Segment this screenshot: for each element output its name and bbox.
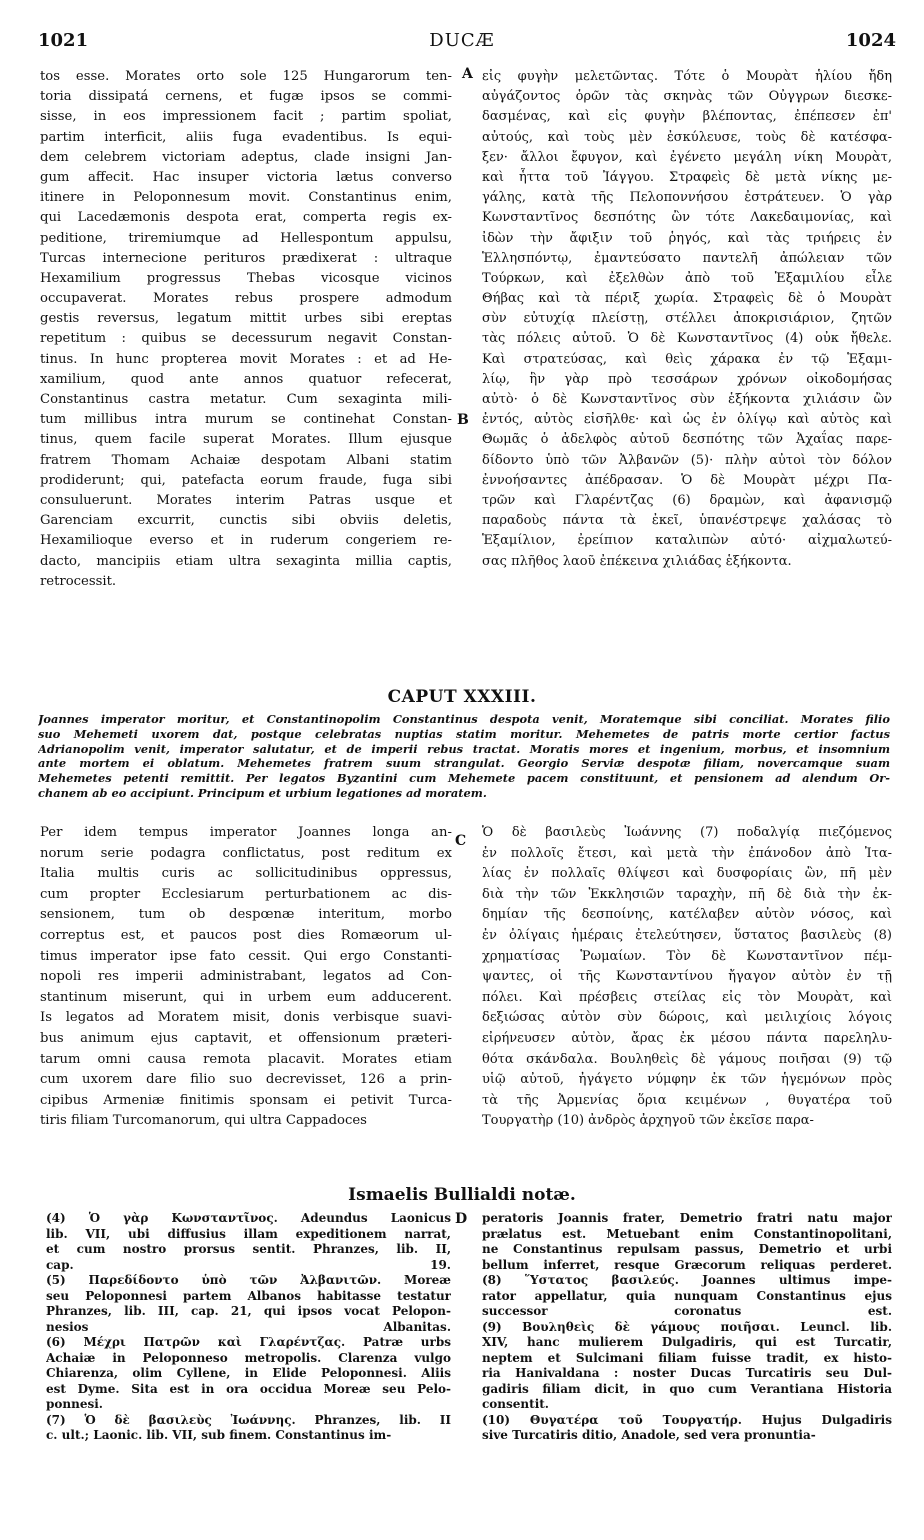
- text-line: tinus, quem facile superat Morates. Illum ejusque: [40, 432, 452, 448]
- text-line: itinere in Peloponnesum movit. Constantinus enim,: [40, 190, 452, 206]
- text-line: suo Mehemeti uxorem dat, postque celebratas nuptias statim moritur. Mehemetes de patris morte certior factus: [38, 726, 890, 741]
- text-line: timus imperator ipse fato cessit. Qui ergo Constanti-: [40, 948, 452, 964]
- text-line: est Dyme. Sita est in ora occidua Moreæ seu Pelo-: [46, 1381, 451, 1396]
- text-line: Θωμᾶς ὁ ἀδελφὸς αὐτοῦ δεσπότης τῶν Ἀχαΐας παρε-: [482, 432, 892, 448]
- text-line: Garenciam excurrit, cunctis sibi obviis deletis,: [40, 513, 452, 529]
- text-line: sive Turcatiris ditio, Anadole, sed vera pronuntia-: [482, 1428, 816, 1442]
- notes-column-right: [482, 1211, 892, 1444]
- text-line: sisse, in eos impressionem facit ; partim spoliat,: [40, 109, 452, 125]
- text-line: gum affecit. Hac insuper victoria lætus converso: [40, 169, 452, 185]
- margin-letter-b: B: [457, 412, 469, 428]
- text-line: διὰ τὴν τῶν Ἐκκλησιῶν ταραχὴν, πῆ δὲ διὰ τὴν ἐκ-: [482, 886, 892, 902]
- text-line: τρῶν καὶ Γλαρέντζας (6) δραμὼν, καὶ ἀφανισμῷ: [482, 492, 892, 508]
- text-line: αὐτὸ· ὁ δὲ Κωνσταντῖνος σὺν ἑξήκοντα χιλιάσιν ὢν: [482, 392, 892, 407]
- text-line: neptem et Sulcimani filiam fuisse tradit, ex histo-: [482, 1350, 892, 1365]
- latin-column-1: [40, 67, 452, 592]
- greek-column-2: [482, 823, 892, 1132]
- text-line: Turcas internecione perituros prædixerat : ultraque: [40, 250, 452, 266]
- text-line: xamilium, quod ante annos quatuor refecerat,: [40, 371, 452, 387]
- text-line: tiris filiam Turcomanorum, qui ultra Cappadoces: [40, 1113, 367, 1129]
- margin-letter-d: D: [455, 1211, 468, 1227]
- text-line: lib. VII, ubi diffusius illam expeditionem narrat,: [46, 1226, 451, 1241]
- text-line: correptus est, et paucos post dies Romæorum ul-: [40, 927, 452, 943]
- text-line: nesios Albanitas.: [46, 1319, 451, 1334]
- text-line: cum uxorem dare filio suo decrevisset, 126 a prin-: [40, 1072, 452, 1088]
- text-line: partim interficit, aliis fuga evadentibus. Is equi-: [40, 129, 452, 145]
- text-line: Adrianopolim venit, imperator salutatur, et de imperii rebus tractat. Moratis mores et ingenium, morbus, et insomnium: [38, 741, 890, 756]
- text-line: λίῳ, ἣν γὰρ πρὸ τεσσάρων χρόνων οἰκοδομήσας: [482, 371, 892, 387]
- chapter-heading: CAPUT XXXIII.: [387, 687, 537, 707]
- text-line: norum serie podagra conflictatus, post reditum ex: [40, 845, 452, 861]
- text-line: seu Peloponnesi partem Albanos habitasse testatur: [46, 1288, 451, 1303]
- text-line: tinus. In hunc propterea movit Morates : et ad He-: [40, 351, 452, 367]
- text-line: c. ult.; Laonic. lib. VII, sub finem. Constantinus im-: [46, 1428, 392, 1442]
- text-line: Per idem tempus imperator Joannes longa an-: [40, 825, 452, 840]
- greek-column-1: [482, 67, 892, 572]
- running-title: DUCÆ: [429, 30, 495, 51]
- text-line: αὐτούς, καὶ τοὺς μὲν ἐσκύλευσε, τοὺς δὲ κατέσφα-: [482, 129, 892, 145]
- text-line: υἱῷ αὐτοῦ, ἠγάγετο νύμφην ἐκ τῶν ἡγεμόνων πρὸς: [482, 1072, 892, 1088]
- text-line: δεξιώσας αὐτὸν σὺν δώροις, καὶ μειλιχίοις λόγοις: [482, 1010, 892, 1026]
- text-line: cap. 19.: [46, 1257, 451, 1272]
- running-header: [0, 30, 924, 56]
- text-line: bus animum ejus captavit, et offensionum præteri-: [40, 1030, 452, 1046]
- text-line: cipibus Armeniæ finitimis sponsam ei petivit Turca-: [40, 1092, 452, 1108]
- text-line: πόλει. Καὶ πρέσβεις στείλας εἰς τὸν Μουρὰτ, καὶ: [482, 989, 892, 1005]
- text-line: Ἑξαμίλιον, ἐρείπιον καταλιπὼν αὐτό· αἰχμαλωτεύ-: [482, 533, 892, 549]
- text-line: ponnesi.: [46, 1397, 103, 1411]
- latin-column-2: [40, 823, 452, 1132]
- text-line: dacto, mancipiis etiam ultra sexaginta millia captis,: [40, 553, 452, 569]
- text-line: θότα σκάνδαλα. Βουληθεὶς δὲ γάμους ποιῆσαι (9) τῷ: [482, 1051, 892, 1067]
- text-line: σας πλῆθος λαοῦ ἐπέκεινα χιλιάδας ἑξήκοντα.: [482, 553, 792, 569]
- text-line: fratrem Thomam Achaiæ despotam Albani statim: [40, 452, 452, 468]
- text-line: γάλης, κατὰ τῆς Πελοποννήσου ἐστράτευεν. Ὁ γὰρ: [482, 190, 892, 206]
- text-line: gadiris filiam dicit, in quo cum Verantiana Historia: [482, 1381, 892, 1396]
- text-line: retrocessit.: [40, 573, 117, 589]
- margin-letter-a: A: [462, 66, 473, 82]
- text-line: Τουργατὴρ (10) ἀνδρὸς ἀρχηγοῦ τῶν ἐκεῖσε παρα-: [482, 1113, 814, 1129]
- text-line: Θήβας καὶ τὰ πέριξ χωρία. Στραφεὶς δὲ ὁ Μουρὰτ: [482, 291, 892, 307]
- notes-column-left: [46, 1211, 451, 1444]
- text-line: (6) Μέχρι Πατρῶν καὶ Γλαρέντζας. Patræ urbs: [46, 1335, 451, 1349]
- text-line: consuluerunt. Morates interim Patras usque et: [40, 492, 452, 508]
- text-line: tum millibus intra murum se continehat Constan-: [40, 412, 452, 428]
- page-number-right: 1024: [845, 30, 896, 51]
- text-line: gestis reversus, legatum mittit urbes sibi ereptas: [40, 311, 452, 327]
- notes-heading: Ismaelis Bullialdi notæ.: [348, 1185, 576, 1205]
- text-line: Τούρκων, καὶ ἐξελθὼν ἀπὸ τοῦ Ἑξαμιλίου εἶλε: [482, 270, 892, 286]
- text-line: (10) Θυγατέρα τοῦ Τουργατήρ. Hujus Dulgadiris: [482, 1412, 892, 1427]
- text-line: (4) Ὁ γὰρ Κωνσταντῖνος. Adeundus Laonicus: [46, 1211, 451, 1225]
- text-line: Ὁ δὲ βασιλεὺς Ἰωάννης (7) ποδαλγίᾳ πιεζόμενος: [482, 825, 892, 840]
- text-line: δίδοντο ὑπὸ τῶν Ἀλβανῶν (5)· πλὴν αὐτοὶ τὸν δόλον: [482, 452, 892, 468]
- text-line: ἰδὼν τὴν ἄφιξιν τοῦ ῥηγός, καὶ τὰς τριήρεις ἐν: [482, 230, 892, 246]
- text-line: nopoli res imperii administrabant, legatos ad Con-: [40, 969, 452, 985]
- text-line: peratoris Joannis frater, Demetrio fratri natu major: [482, 1211, 892, 1225]
- text-line: repetitum : quibus se decessurum negavit Constan-: [40, 331, 452, 347]
- text-line: ἐννοήσαντες ἀπέδρασαν. Ὁ δὲ Μουρὰτ μέχρι Πα-: [482, 472, 892, 488]
- text-line: ἐντός, αὐτὸς εἰσῆλθε· καὶ ὡς ἐν ὀλίγῳ καὶ αὐτὸς καὶ: [482, 412, 892, 428]
- text-line: Chiarenza, olim Cyllene, in Elide Peloponnesi. Aliis: [46, 1366, 451, 1380]
- text-line: chanem ab eo accipiunt. Principum et urbium legationes ad moratem.: [38, 785, 487, 800]
- text-line: Italia multis curis ac sollicitudinibus oppressus,: [40, 866, 452, 882]
- text-line: tos esse. Morates orto sole 125 Hungarorum ten-: [40, 69, 452, 84]
- text-line: Phranzes, lib. III, cap. 21, qui ipsos vocat Pelopon-: [46, 1304, 451, 1318]
- text-line: τὰς πόλεις αὐτοῦ. Ὁ δὲ Κωνσταντῖνος (4) οὐκ ἤθελε.: [482, 331, 892, 347]
- margin-letter-c: C: [455, 833, 467, 849]
- text-line: παραδοὺς πάντα τὰ ἐκεῖ, ὑπανέστρεψε χαλάσας τὸ: [482, 513, 892, 529]
- text-line: αὐγάζοντος ὁρῶν τὰς σκηνὰς τῶν Οὐγγρων διεσκε-: [482, 89, 892, 105]
- chapter-summary: [38, 712, 890, 801]
- text-line: χρηματίσας Ῥωμαίων. Τὸν δὲ Κωνσταντῖνον πέμ-: [482, 948, 892, 964]
- text-line: Constantinus castra metatur. Cum sexaginta mili-: [40, 392, 452, 407]
- text-line: (7) Ὁ δὲ βασιλεὺς Ἰωάννης. Phranzes, lib. II: [46, 1412, 451, 1427]
- text-line: successor coronatus est.: [482, 1304, 892, 1318]
- text-line: occupaverat. Morates rebus prospere admodum: [40, 291, 452, 307]
- text-line: (9) Βουληθεὶς δὲ γάμους ποιῆσαι. Leuncl. lib.: [482, 1319, 892, 1334]
- text-line: εἰρήνευσεν αὐτὸν, ἄρας ἐκ μέσου πάντα παρεληλυ-: [482, 1030, 892, 1046]
- text-line: δασμένας, καὶ εἰς φυγὴν βλέποντας, ἐπέπεσεν ἐπ': [482, 109, 892, 125]
- text-line: εἰς φυγὴν μελετῶντας. Τότε ὁ Μουρὰτ ἡλίου ἤδη: [482, 69, 892, 84]
- text-line: ἐν ὀλίγαις ἡμέραις ἐτελεύτησεν, ὕστατος βασιλεὺς (8): [482, 927, 892, 943]
- text-line: ante mortem ei oblatum. Mehemetes fratrem suum strangulat. Georgio Serviæ despotæ filiam, novercamque suam: [38, 756, 890, 771]
- text-line: ne Constantinus repulsam passus, Demetrio et urbi: [482, 1242, 892, 1256]
- text-line: prælatus est. Metuebant enim Constantinopolitani,: [482, 1226, 892, 1241]
- text-line: prodiderunt; qui, patefacta eorum fraude, fuga sibi: [40, 472, 452, 488]
- text-line: ria Hanivaldana : noster Ducas Turcatiris seu Dul-: [482, 1366, 892, 1380]
- text-line: tarum omni causa remota placavit. Morates etiam: [40, 1051, 452, 1067]
- text-line: XIV, hanc mulierem Dulgadiris, qui est Turcatir,: [482, 1335, 892, 1349]
- text-line: Achaiæ in Peloponneso metropolis. Clarenza vulgo: [46, 1350, 451, 1365]
- text-line: (8) Ὕστατος βασιλεύς. Joannes ultimus impe-: [482, 1273, 892, 1287]
- text-line: λίας ἐν πολλαῖς θλίψεσι καὶ δυσφορίαις ὢν, πῆ μὲν: [482, 866, 892, 882]
- text-line: Κωνσταντῖνος δεσπότης ὢν τότε Λακεδαιμονίας, καὶ: [482, 210, 892, 226]
- text-line: δημίαν τῆς δεσποίνης, κατέλαβεν αὐτὸν νόσος, καὶ: [482, 907, 892, 923]
- text-line: toria dissipatá cernens, et fugæ ipsos se commi-: [40, 89, 452, 105]
- page-number-left: 1021: [38, 30, 89, 51]
- text-line: σὺν εὐτυχίᾳ πλείστῃ, στέλλει ἀποκρισιάριον, ζητῶν: [482, 311, 892, 327]
- text-line: ἐν πολλοῖς ἔτεσι, καὶ μετὰ τὴν ἐπάνοδον ἀπὸ Ἰτα-: [482, 845, 892, 861]
- text-line: ψαντες, οἱ τῆς Κωνσταντίνου ἤγαγον αὐτὸν ἐν τῇ: [482, 969, 892, 985]
- text-line: Is legatos ad Moratem misit, donis verbisque suavi-: [40, 1010, 452, 1026]
- text-line: qui Lacedæmonis despota erat, comperta regis ex-: [40, 210, 452, 226]
- text-line: καὶ ἧττα τοῦ Ἰάγγου. Στραφεὶς δὲ μετὰ νίκης με-: [482, 169, 892, 185]
- text-line: consentit.: [482, 1397, 549, 1411]
- text-line: stantinum miserunt, qui in urbem eum adducerent.: [40, 989, 452, 1005]
- text-line: peditione, triremiumque ad Hellespontum appulsu,: [40, 230, 452, 246]
- text-line: (5) Παρεδίδοντο ὑπὸ τῶν Ἀλβανιτῶν. Moreæ: [46, 1273, 451, 1287]
- text-line: Hexamilium progressus Thebas vicosque vicinos: [40, 270, 452, 286]
- text-line: rator appellatur, quia nunquam Constantinus ejus: [482, 1288, 892, 1303]
- text-line: Καὶ στρατεύσας, καὶ θεὶς χάρακα ἐν τῷ Ἑξαμι-: [482, 351, 892, 367]
- text-line: bellum inferret, resque Græcorum reliquas perderet.: [482, 1257, 892, 1272]
- text-line: Ἑλλησπόντῳ, ἐμαντεύσατο παντελῆ ἀπώλειαν τῶν: [482, 250, 892, 266]
- text-line: ξεν· ἄλλοι ἔφυγον, καὶ ἐγένετο μεγάλη νίκη Μουρὰτ,: [482, 149, 892, 165]
- text-line: τὰ τῆς Ἀρμενίας ὅρια κειμένων , θυγατέρα τοῦ: [482, 1092, 892, 1108]
- text-line: Mehemetes petenti remittit. Per legatos Byzantini cum Mehemete pacem constituunt, et pensionem ad alendum Or-: [38, 771, 890, 786]
- text-line: dem celebrem victoriam adeptus, clade insigni Jan-: [40, 149, 452, 165]
- text-line: cum propter Ecclesiarum perturbationem ac dis-: [40, 886, 452, 902]
- text-line: Joannes imperator moritur, et Constantinopolim Constantinus despota venit, Moratemque sibi conciliat. Morates filio: [38, 712, 890, 726]
- text-line: sensionem, tum ob despœnæ interitum, morbo: [40, 907, 452, 923]
- text-line: et cum nostro prorsus sentit. Phranzes, lib. II,: [46, 1242, 451, 1256]
- text-line: Hexamilioque everso et in ruderum congeriem re-: [40, 533, 452, 549]
